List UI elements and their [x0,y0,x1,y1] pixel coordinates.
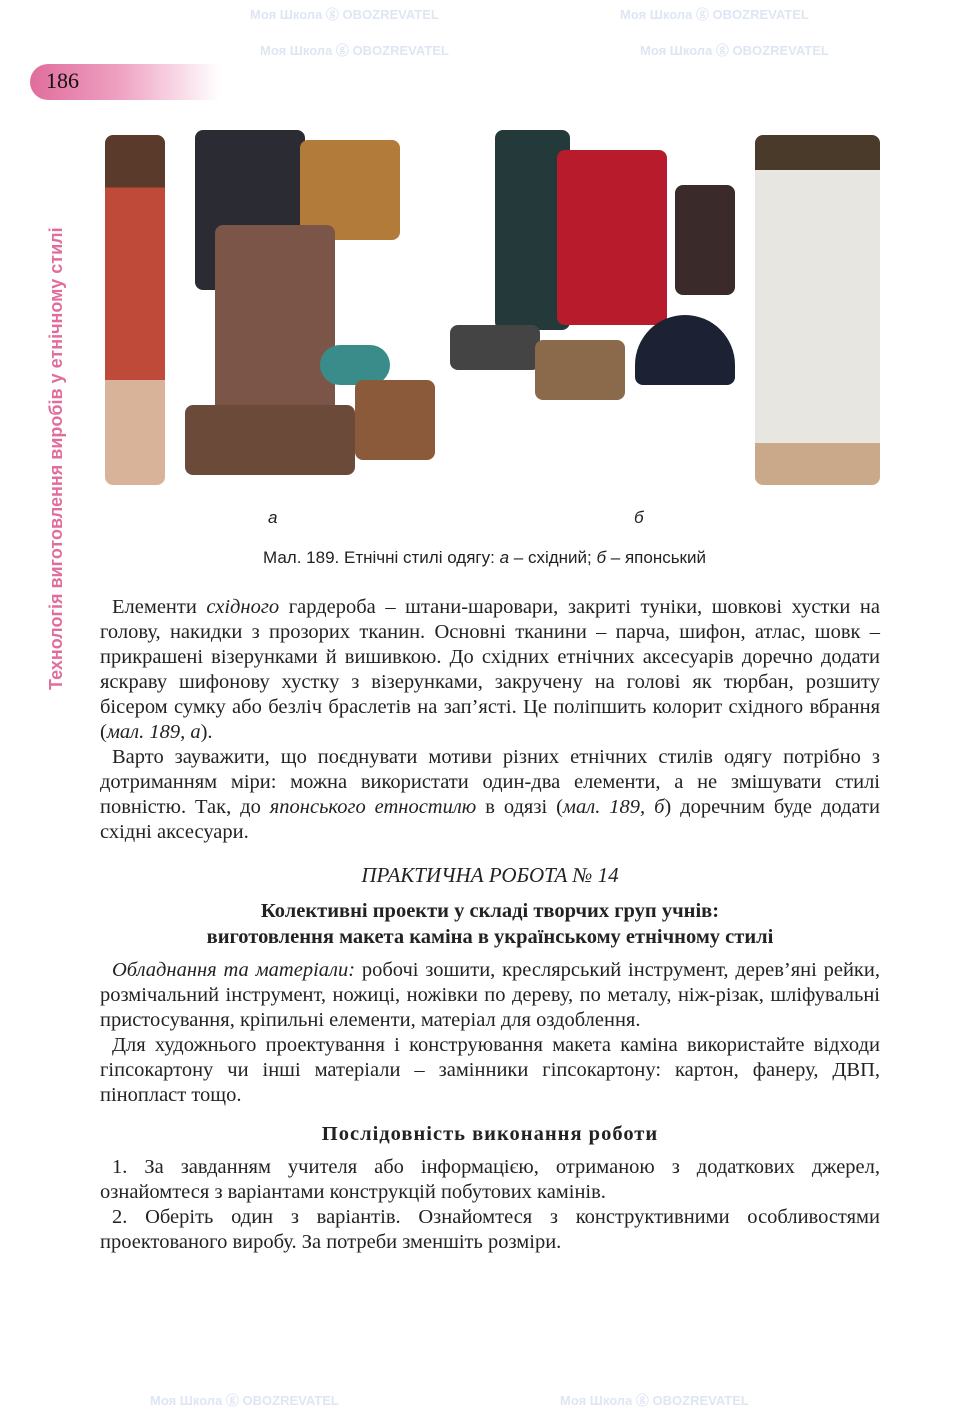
practical-work-title: ПРАКТИЧНА РОБОТА № 14 [361,863,619,887]
step-2: 2. Оберіть один з варіантів. Ознайомтеся з конструктивними особливостями проектованого виробу. За потреби зменшіть розміри. [100,1206,880,1253]
fan-image [635,315,735,385]
page-number-tab [30,64,220,100]
practical-work-subtitle: Колективні проекти у складі творчих груп учнів: виготовлення макета каміна в українському етнічному стилі [206,900,774,948]
paragraph-eastern: Елементи східного гардероба – штани-шаровари, закриті туніки, шовкові хустки на голову, накидки з прозорих тканин. Основні тканини – парча, шифон, атлас, шовк – прикрашені візерунками й вишивкою. До східних етнічних аксесуарів доречно додати яскраву шифонову хустку з візерунками, закручену на голові як тюрбан, розшиту бісером сумку або безліч браслетів на зап’ясті. Це поліпшить колорит східного вбрання (мал. 189, а). [100,596,880,743]
sushi-image [450,325,540,370]
watermark: Моя Школа ⓖ OBOZREVATEL [640,43,829,58]
figure-label-a: а [268,508,278,527]
shoes-bangles-image [185,405,355,475]
design-paragraph: Для художнього проектування і конструювання макета каміна використайте відходи гіпсокартону чи інші матеріали – замінники гіпсокартону: картон, фанеру, ДВП, пінопласт тощо. [100,1034,880,1106]
body-text [100,595,880,1255]
watermark: Моя Школа ⓖ OBOZREVATEL [260,43,449,58]
bag-image [355,380,435,460]
watermark: Моя Школа ⓖ OBOZREVATEL [620,7,809,22]
watermark: Моя Школа ⓖ OBOZREVATEL [150,1393,339,1408]
paragraph-japanese: Варто зауважити, що поєднувати мотиви різних етнічних стилів одягу потрібно з дотриманням міри: можна використати один-два елементи, а не змішувати стилі повністю. Так, до японського етностилю в одязі (мал. 189, б) доречним буде додати східні аксесуари. [100,746,880,843]
floral-top-image [675,185,735,295]
sandals-image [535,340,625,400]
watermark: Моя Школа ⓖ OBOZREVATEL [560,1393,749,1408]
side-title-text: Технологія виготовлення виробів у етнічному стилі [46,227,66,690]
step-1: 1. За завданням учителя або інформацією, отриманою з додаткових джерел, ознайомтеся з варіантами конструкцій побутових камінів. [100,1156,880,1203]
woman-eastern-dress-image [105,135,165,485]
figure-photos [95,125,895,505]
bracelets-image [320,345,390,385]
side-title [44,125,74,690]
sequence-title: Послідовність виконання роботи [321,1123,659,1145]
page-number: 186 [46,68,79,93]
watermark: Моя Школа ⓖ OBOZREVATEL [250,7,439,22]
man-kimono-image [755,135,880,485]
red-kimono-image [557,150,667,325]
figure-caption: Мал. 189. Етнічні стилі одягу: а – східний; б – японський [263,548,706,567]
equipment-paragraph: Обладнання та матеріали: робочі зошити, креслярський інструмент, дерев’яні рейки, розмічальний інструмент, ножиці, ножівки по дереву, по металу, ніж-різак, шліфувальні пристосування, кріпильні елементи, матеріал для оздоблення. [100,959,880,1031]
patterned-dress-image [215,225,335,415]
figure-label-b: б [634,508,644,527]
